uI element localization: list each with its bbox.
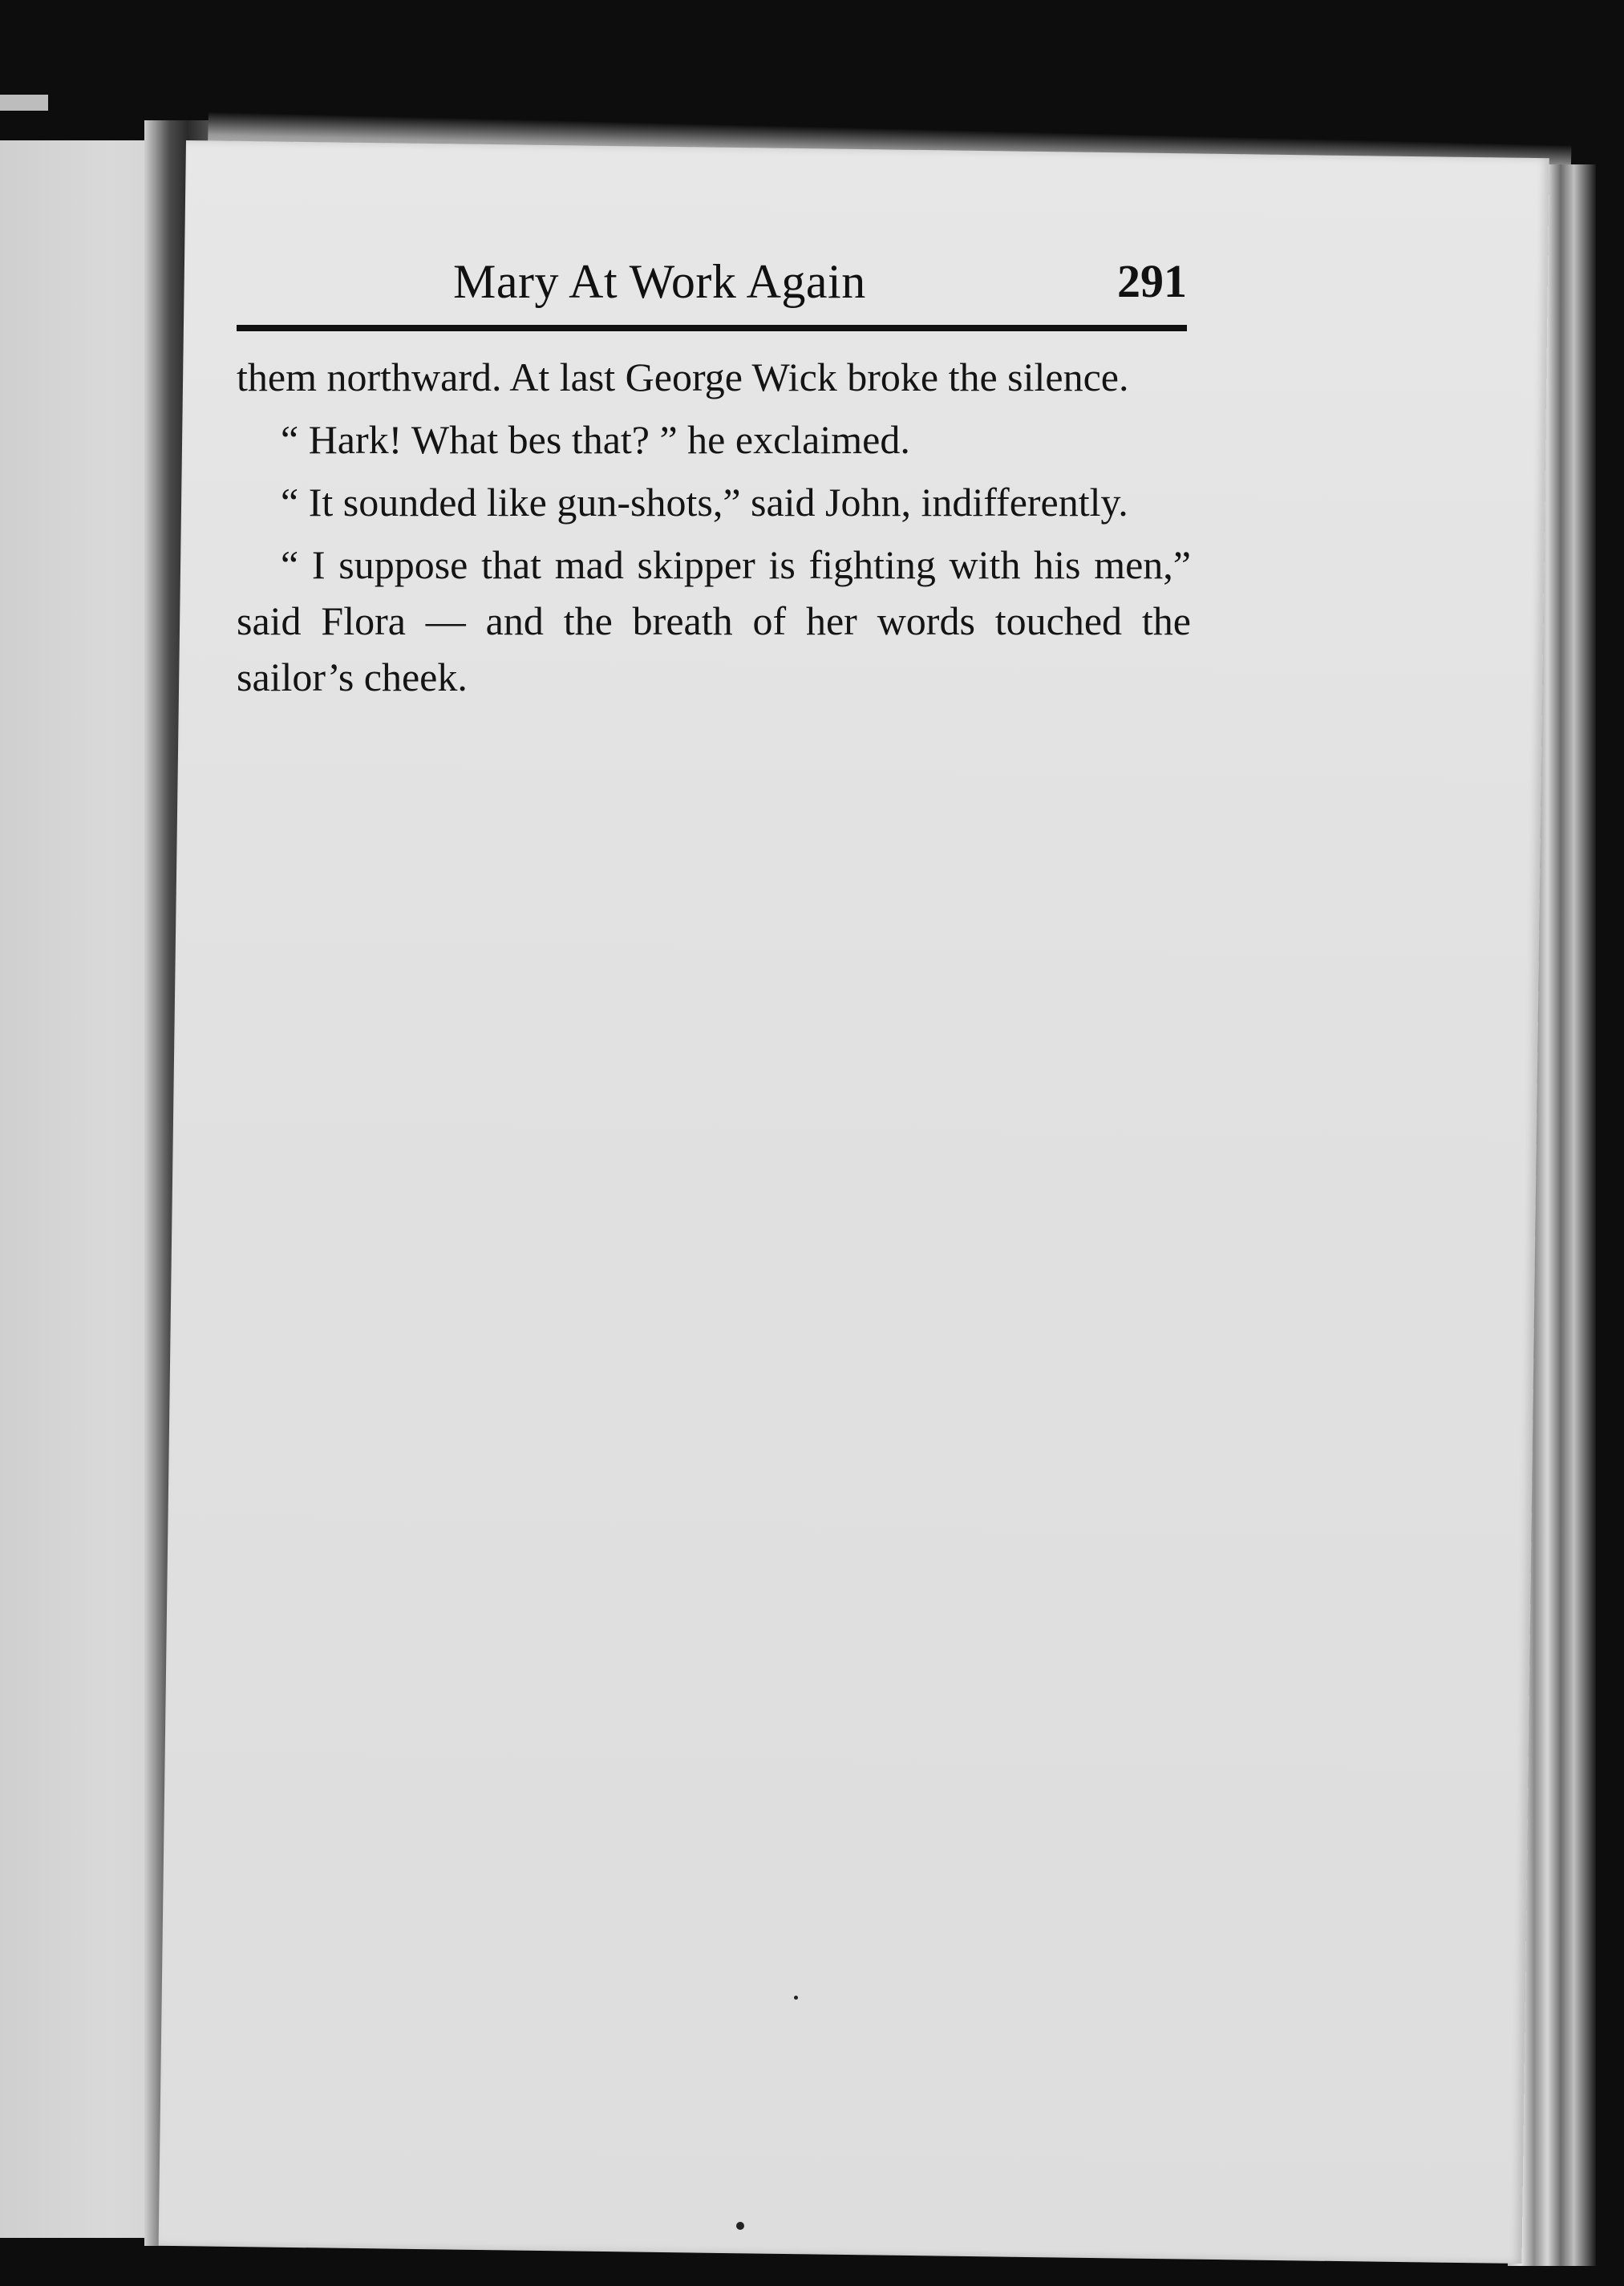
running-head (237, 254, 1187, 318)
left-page-corner (0, 95, 48, 111)
body-text (237, 349, 1191, 711)
paragraph: “ Hark! What bes that? ” he exclaimed. (281, 417, 910, 462)
running-head-title: Mary At Work Again (453, 255, 866, 308)
paragraph: “ It sounded like gun-shots,” said John, indifferently. (281, 480, 1128, 525)
paragraph: “ I suppose that mad skipper is fighting with his men,” said Flora — and the breath of her words touched the sailor’s cheek. (237, 542, 1191, 699)
paragraph: them northward. At last George Wick broke the silence. (237, 355, 1129, 399)
speck (794, 1996, 798, 2000)
header-rule (237, 325, 1187, 331)
page-number: 291 (1117, 255, 1187, 307)
speck (736, 2222, 744, 2230)
